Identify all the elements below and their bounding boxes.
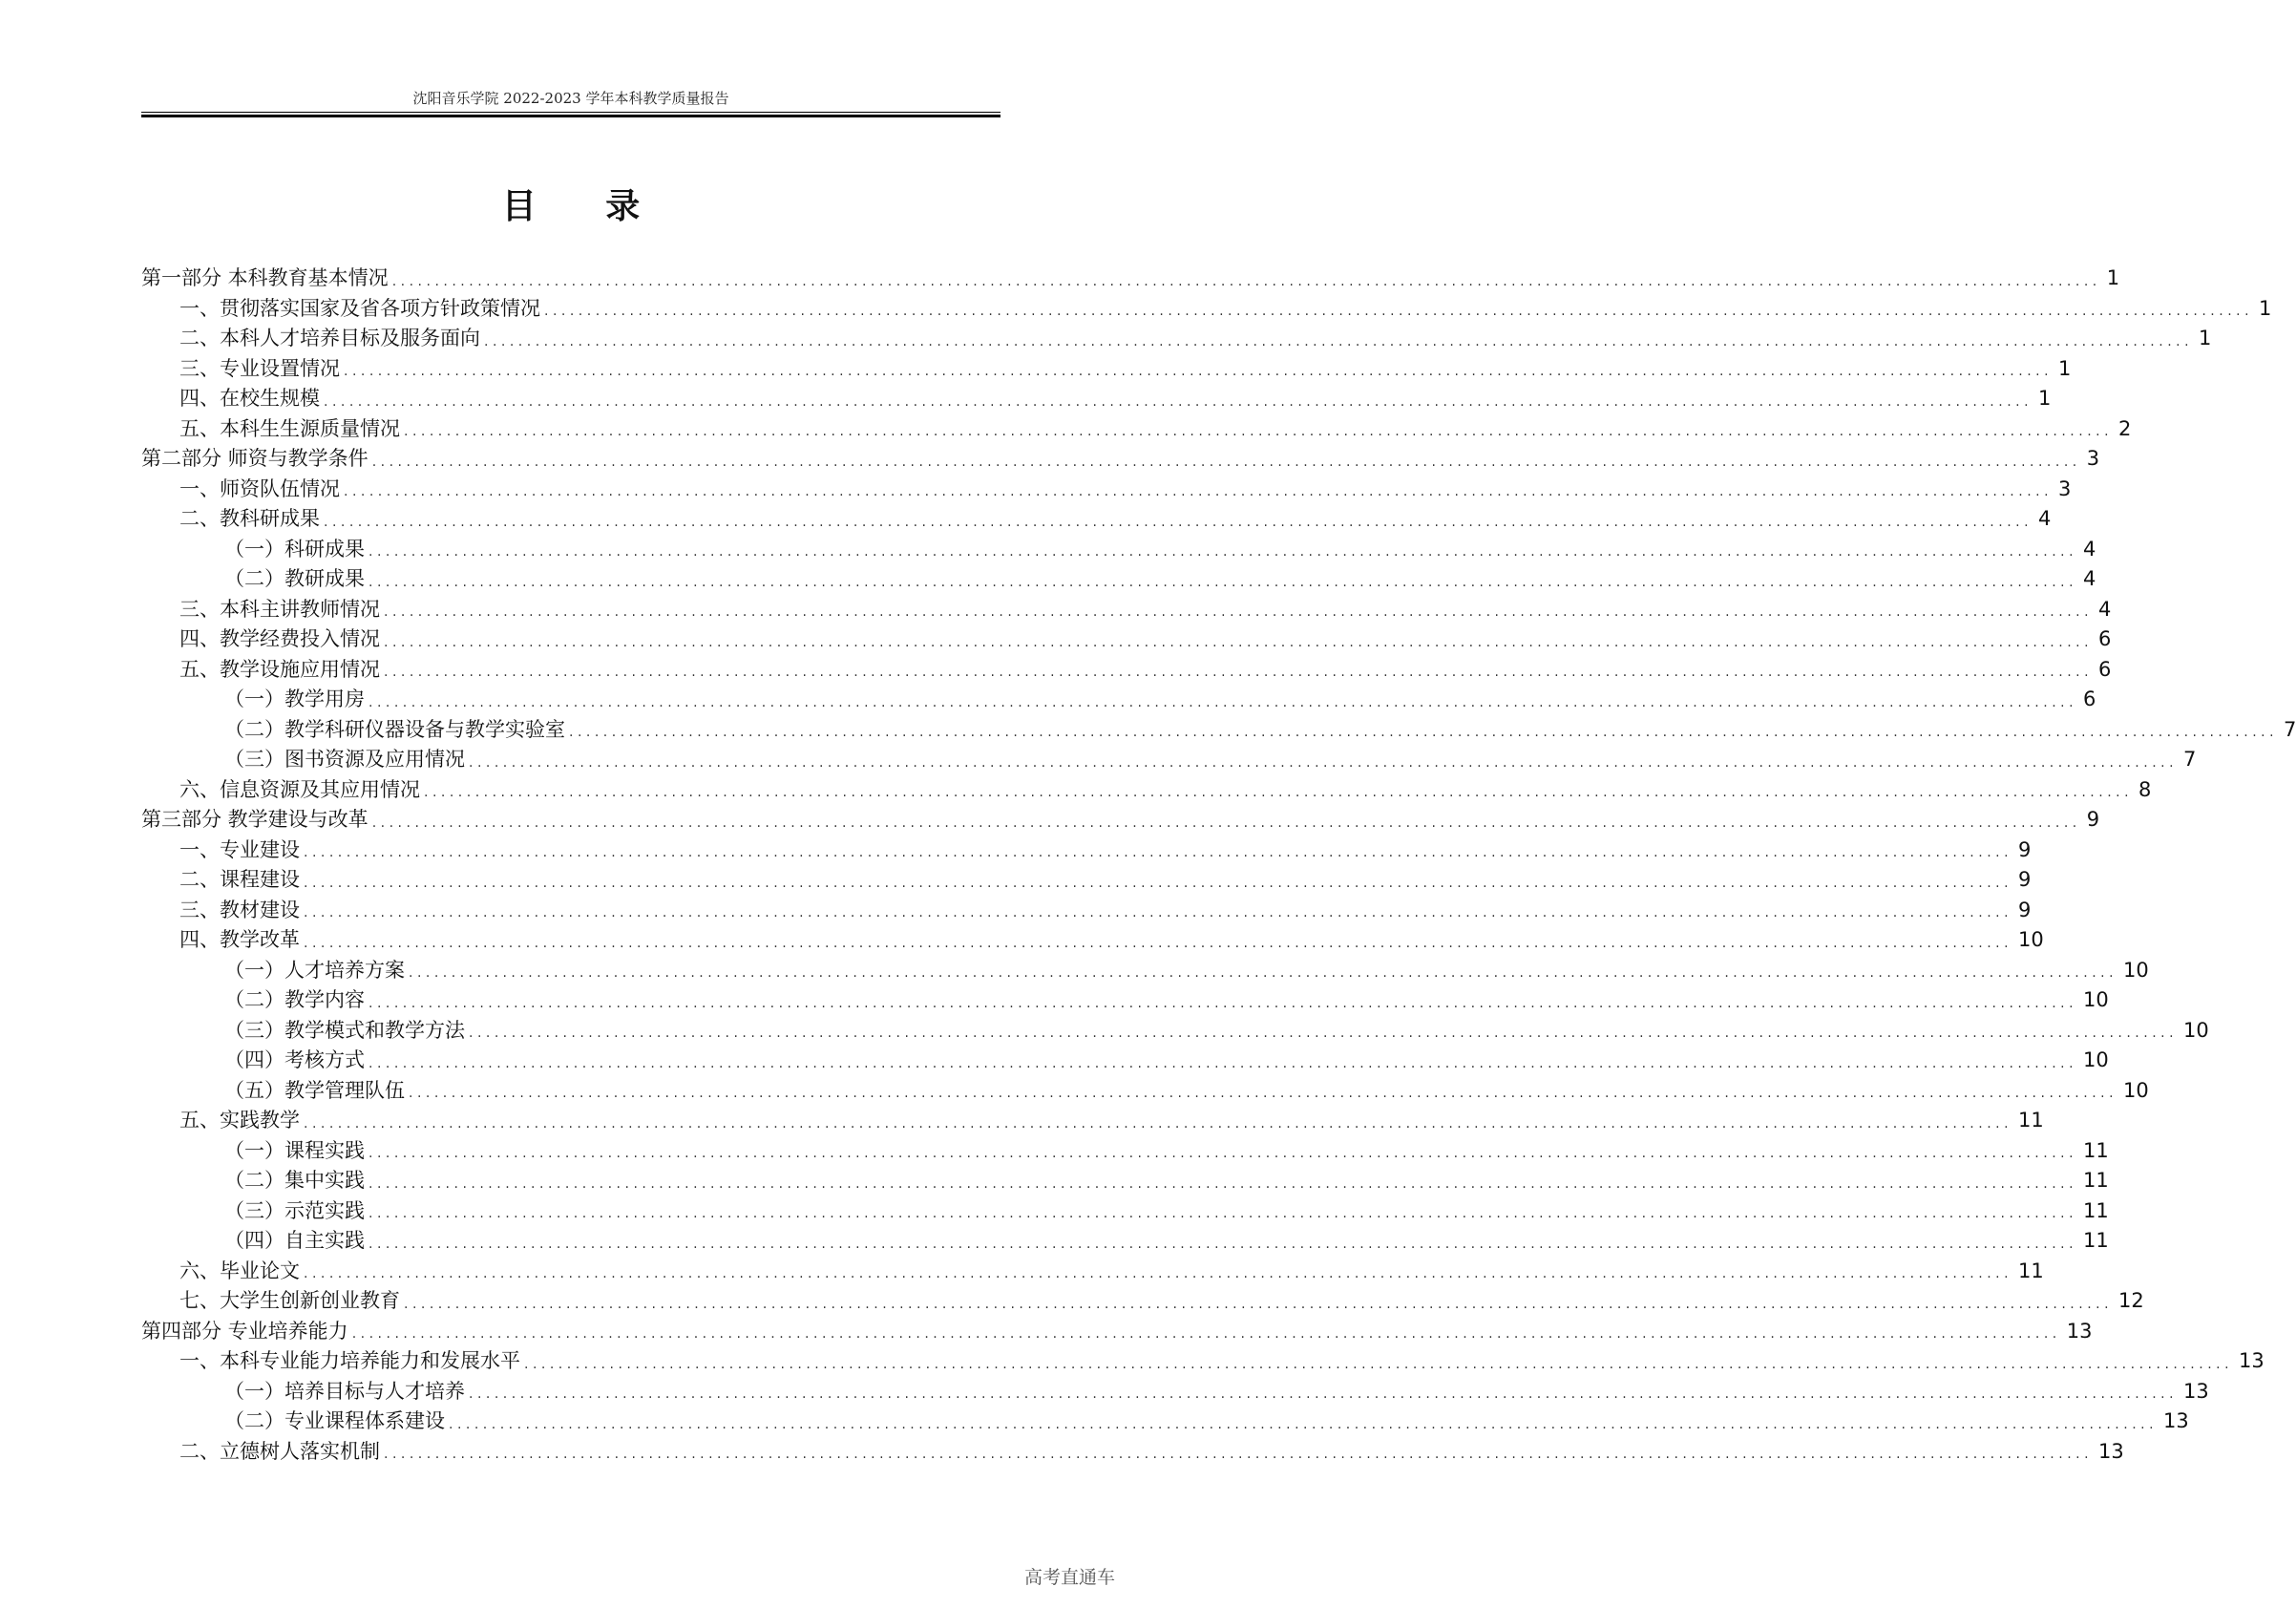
toc-section-entry[interactable]: [141, 324, 2212, 354]
toc-section-entry[interactable]: [141, 595, 2112, 625]
toc-subsection-entry[interactable]: [141, 1076, 2149, 1107]
toc-entry-label: 第二部分 师资与教学条件: [141, 447, 369, 470]
toc-entry-label: 第四部分 专业培养能力: [141, 1319, 348, 1343]
toc-entry-label: （二）专业课程体系建设: [224, 1409, 445, 1432]
toc-dot-leader: ........................................................................................................................................................................................................: [404, 1296, 2114, 1312]
toc-entry-label: 四、教学改革: [179, 928, 300, 951]
toc-dot-leader: ........................................................................................................................................................................................................: [424, 785, 2134, 800]
toc-page-number: 13: [2066, 1319, 2093, 1343]
toc-subsection-entry[interactable]: [141, 1046, 2109, 1076]
toc-entry-label: 第一部分 本科教育基本情况: [141, 266, 389, 289]
toc-section-entry[interactable]: [141, 925, 2044, 956]
toc-section-entry[interactable]: [141, 655, 2112, 686]
toc-entry-label: 一、师资队伍情况: [179, 476, 340, 500]
toc-page-number: 11: [2018, 1259, 2044, 1282]
toc-page-number: 9: [2086, 808, 2100, 831]
toc-dot-leader: ........................................................................................................................................................................................................: [304, 1266, 2013, 1281]
toc-subsection-entry[interactable]: [141, 1136, 2109, 1167]
toc-dot-leader: ........................................................................................................................................................................................................: [369, 1146, 2078, 1161]
toc-dot-leader: ........................................................................................................................................................................................................: [369, 1175, 2078, 1192]
toc-dot-leader: ........................................................................................................................................................................................................: [369, 1055, 2078, 1071]
toc-section-entry[interactable]: [141, 1346, 2264, 1377]
toc-entry-label: 三、本科主讲教师情况: [179, 597, 380, 621]
toc-dot-leader: ........................................................................................................................................................................................................: [369, 995, 2078, 1011]
table-of-contents: [141, 264, 2296, 1467]
toc-section-entry[interactable]: [141, 865, 2032, 896]
toc-subsection-entry[interactable]: [141, 715, 2296, 746]
toc-section-entry[interactable]: [141, 775, 2152, 806]
toc-dot-leader: ........................................................................................................................................................................................................: [371, 454, 2081, 470]
toc-entry-label: （一）教学用房: [224, 688, 365, 710]
toc-dot-leader: ........................................................................................................................................................................................................: [369, 1206, 2078, 1221]
toc-section-entry[interactable]: [141, 1257, 2044, 1287]
toc-dot-leader: ........................................................................................................................................................................................................: [304, 1115, 2013, 1132]
toc-dot-leader: ........................................................................................................................................................................................................: [409, 1086, 2118, 1101]
toc-page-number: 7: [2183, 748, 2197, 771]
toc-entry-label: （三）图书资源及应用情况: [224, 748, 465, 771]
toc-section-entry[interactable]: [141, 836, 2032, 866]
toc-dot-leader: ........................................................................................................................................................................................................: [304, 875, 2013, 891]
toc-entry-label: 一、贯彻落实国家及省各项方针政策情况: [179, 296, 540, 320]
toc-page-number: 1: [2199, 327, 2212, 349]
toc-entry-label: 二、课程建设: [179, 868, 300, 891]
toc-subsection-entry[interactable]: [141, 685, 2096, 715]
toc-entry-label: 二、立德树人落实机制: [179, 1439, 380, 1463]
toc-entry-label: （二）教学科研仪器设备与教学实验室: [224, 717, 565, 741]
toc-page-number: 10: [2183, 1018, 2209, 1042]
toc-page-number: 11: [2083, 1138, 2109, 1162]
toc-page-number: 7: [2284, 717, 2296, 741]
toc-page-number: 1: [2259, 296, 2272, 320]
toc-subsection-entry[interactable]: [141, 1166, 2109, 1196]
toc-entry-label: 第三部分 教学建设与改革: [141, 808, 369, 831]
toc-subsection-entry[interactable]: [141, 985, 2109, 1016]
page-title: 目 录: [501, 187, 669, 226]
toc-entry-label: 五、本科生生源质量情况: [179, 416, 400, 440]
toc-dot-leader: ........................................................................................................................................................................................................: [324, 514, 2033, 530]
toc-section-entry[interactable]: [141, 384, 2052, 414]
toc-page-number: 2: [2118, 416, 2132, 440]
toc-entry-label: （一）人才培养方案: [224, 958, 405, 982]
toc-page-number: 10: [2083, 988, 2109, 1011]
toc-subsection-entry[interactable]: [141, 535, 2096, 565]
toc-page-number: 8: [2138, 777, 2152, 801]
toc-dot-leader: ........................................................................................................................................................................................................: [409, 965, 2118, 981]
toc-entry-label: 三、教材建设: [179, 898, 300, 921]
toc-page-number: 4: [2083, 567, 2096, 590]
toc-entry-label: （二）集中实践: [224, 1169, 365, 1192]
toc-entry-label: （一）课程实践: [224, 1138, 365, 1162]
toc-page-number: 13: [2163, 1409, 2189, 1432]
toc-page-number: 3: [2086, 447, 2100, 470]
toc-dot-leader: ........................................................................................................................................................................................................: [391, 273, 2101, 289]
watermark-text: 高考直通车: [1023, 1567, 1115, 1588]
toc-page-number: 4: [2098, 597, 2112, 621]
toc-subsection-entry[interactable]: [141, 1016, 2209, 1047]
toc-dot-leader: ........................................................................................................................................................................................................: [369, 1236, 2078, 1252]
toc-dot-leader: ........................................................................................................................................................................................................: [404, 424, 2114, 439]
toc-page-number: 11: [2018, 1109, 2044, 1132]
toc-dot-leader: ........................................................................................................................................................................................................: [449, 1416, 2159, 1432]
toc-entry-label: 五、教学设施应用情况: [179, 657, 380, 681]
toc-subsection-entry[interactable]: [141, 1377, 2209, 1407]
toc-section-entry[interactable]: [141, 294, 2272, 325]
toc-dot-leader: ........................................................................................................................................................................................................: [569, 725, 2279, 740]
toc-page-number: 6: [2098, 657, 2112, 681]
toc-page-number: 10: [2083, 1048, 2109, 1071]
toc-section-entry[interactable]: [141, 414, 2132, 445]
toc-part-entry[interactable]: [141, 264, 2120, 294]
header-rule-thin: [141, 112, 1001, 113]
toc-dot-leader: ........................................................................................................................................................................................................: [344, 364, 2054, 379]
toc-entry-label: 二、教科研成果: [179, 507, 320, 530]
toc-page-number: 6: [2098, 627, 2112, 650]
toc-section-entry[interactable]: [141, 354, 2072, 385]
toc-entry-label: 一、专业建设: [179, 837, 300, 861]
toc-subsection-entry[interactable]: [141, 1407, 2189, 1437]
toc-dot-leader: ........................................................................................................................................................................................................: [384, 665, 2094, 680]
toc-page-number: 13: [2098, 1439, 2124, 1463]
toc-section-entry[interactable]: [141, 1437, 2124, 1468]
toc-subsection-entry[interactable]: [141, 1226, 2109, 1257]
toc-subsection-entry[interactable]: [141, 956, 2149, 986]
toc-entry-label: （五）教学管理队伍: [224, 1078, 405, 1102]
toc-entry-label: （一）培养目标与人才培养: [224, 1379, 465, 1403]
toc-page-number: 13: [2239, 1349, 2264, 1372]
toc-entry-label: 四、教学经费投入情况: [179, 627, 380, 650]
toc-dot-leader: ........................................................................................................................................................................................................: [304, 905, 2013, 920]
toc-page-number: 3: [2058, 476, 2072, 500]
toc-dot-leader: ........................................................................................................................................................................................................: [484, 333, 2194, 349]
toc-dot-leader: ........................................................................................................................................................................................................: [384, 634, 2094, 650]
toc-dot-leader: ........................................................................................................................................................................................................: [369, 544, 2078, 560]
toc-page-number: 13: [2183, 1379, 2209, 1403]
toc-page-number: 12: [2118, 1289, 2144, 1312]
toc-section-entry[interactable]: [141, 504, 2052, 535]
toc-dot-leader: ........................................................................................................................................................................................................: [384, 604, 2094, 620]
toc-entry-label: 六、信息资源及其应用情况: [179, 777, 420, 801]
toc-page-number: 6: [2083, 688, 2096, 710]
toc-page-number: 10: [2018, 928, 2044, 951]
toc-dot-leader: ........................................................................................................................................................................................................: [371, 815, 2081, 831]
toc-page-number: 11: [2083, 1169, 2109, 1192]
toc-page-number: 1: [2038, 387, 2052, 410]
toc-entry-label: 七、大学生创新创业教育: [179, 1289, 400, 1312]
toc-section-entry[interactable]: [141, 1106, 2044, 1136]
toc-dot-leader: ........................................................................................................................................................................................................: [544, 304, 2254, 319]
toc-entry-label: 一、本科专业能力培养能力和发展水平: [179, 1349, 520, 1372]
running-header: 沈阳音乐学院 2022-2023 学年本科教学质量报告: [412, 90, 729, 107]
toc-page-number: 1: [2106, 266, 2120, 289]
header-rule-thick: [141, 115, 1001, 117]
toc-entry-label: 三、专业设置情况: [179, 356, 340, 380]
toc-entry-label: 六、毕业论文: [179, 1259, 300, 1282]
toc-part-entry[interactable]: [141, 1317, 2093, 1347]
toc-entry-label: （一）科研成果: [224, 537, 365, 561]
toc-part-entry[interactable]: [141, 805, 2100, 836]
toc-subsection-entry[interactable]: [141, 745, 2197, 775]
toc-dot-leader: ........................................................................................................................................................................................................: [524, 1356, 2234, 1372]
toc-dot-leader: ........................................................................................................................................................................................................: [304, 845, 2013, 860]
toc-entry-label: 四、在校生规模: [179, 387, 320, 410]
toc-dot-leader: ........................................................................................................................................................................................................: [369, 694, 2078, 710]
toc-section-entry[interactable]: [141, 624, 2112, 655]
toc-part-entry[interactable]: [141, 444, 2100, 475]
toc-dot-leader: ........................................................................................................................................................................................................: [344, 484, 2054, 499]
toc-page-number: 11: [2083, 1229, 2109, 1252]
toc-entry-label: （四）考核方式: [224, 1048, 365, 1071]
toc-entry-label: 二、本科人才培养目标及服务面向: [179, 327, 480, 349]
toc-subsection-entry[interactable]: [141, 1196, 2109, 1227]
toc-dot-leader: ........................................................................................................................................................................................................: [469, 1026, 2179, 1041]
toc-page-number: 1: [2058, 356, 2072, 380]
toc-subsection-entry[interactable]: [141, 564, 2096, 595]
toc-page-number: 9: [2018, 837, 2032, 861]
toc-page-number: 10: [2123, 958, 2149, 982]
toc-dot-leader: ........................................................................................................................................................................................................: [369, 574, 2078, 590]
toc-entry-label: （四）自主实践: [224, 1229, 365, 1252]
toc-entry-label: （二）教研成果: [224, 567, 365, 590]
toc-dot-leader: ........................................................................................................................................................................................................: [351, 1326, 2061, 1342]
toc-section-entry[interactable]: [141, 896, 2032, 926]
toc-dot-leader: ........................................................................................................................................................................................................: [304, 935, 2013, 951]
toc-section-entry[interactable]: [141, 475, 2072, 505]
toc-page-number: 9: [2018, 898, 2032, 921]
toc-entry-label: 五、实践教学: [179, 1109, 300, 1132]
toc-section-entry[interactable]: [141, 1286, 2144, 1317]
toc-page-number: 4: [2083, 537, 2096, 561]
toc-dot-leader: ........................................................................................................................................................................................................: [384, 1447, 2094, 1462]
toc-page-number: 11: [2083, 1198, 2109, 1222]
toc-dot-leader: ........................................................................................................................................................................................................: [469, 754, 2179, 771]
toc-dot-leader: ........................................................................................................................................................................................................: [324, 393, 2033, 410]
toc-entry-label: （三）示范实践: [224, 1198, 365, 1222]
toc-page-number: 10: [2123, 1078, 2149, 1102]
toc-page-number: 4: [2038, 507, 2052, 530]
toc-entry-label: （二）教学内容: [224, 988, 365, 1011]
toc-entry-label: （三）教学模式和教学方法: [224, 1018, 465, 1042]
toc-page-number: 9: [2018, 868, 2032, 891]
toc-dot-leader: ........................................................................................................................................................................................................: [469, 1386, 2179, 1402]
